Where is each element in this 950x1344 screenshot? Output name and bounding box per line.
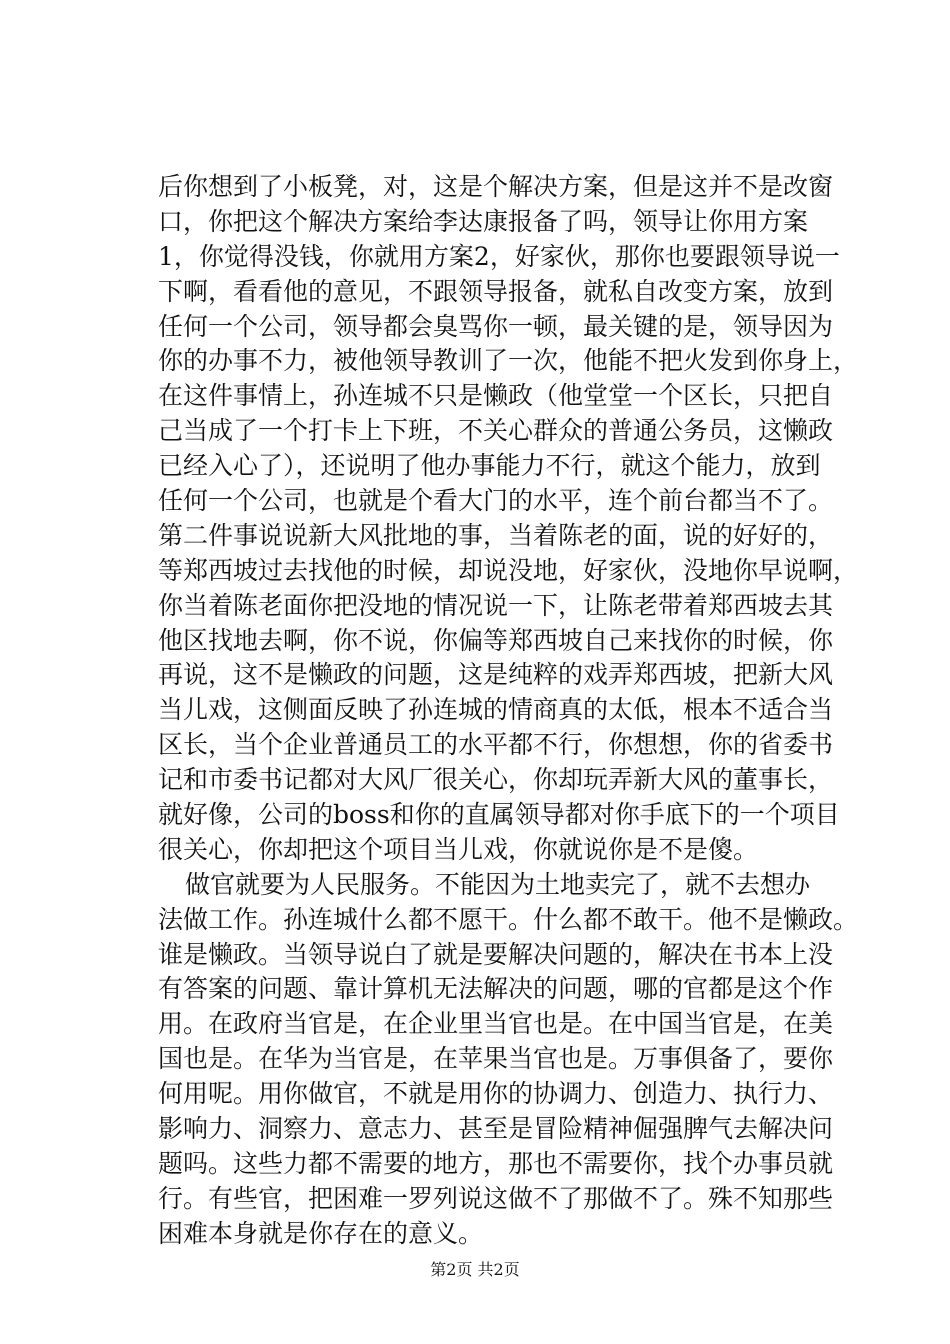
text-line: 困难本身就是你存在的意义。 bbox=[158, 1218, 484, 1248]
paragraph-1 bbox=[158, 170, 858, 868]
page-number-footer: 第2页 共2页 bbox=[430, 1260, 520, 1279]
text-line: 已经入心了），还说明了他办事能力不行，就这个能力，放到 bbox=[158, 451, 821, 481]
text-line: 行。有些官，把困难一罗列说这做不了那做不了。殊不知那些 bbox=[158, 1183, 834, 1213]
text-line: 1，你觉得没钱，你就用方案2，好家伙，那你也要跟领导说一 bbox=[158, 241, 840, 271]
text-line: 影响力、洞察力、意志力、甚至是冒险精神倔强脾气去解决问 bbox=[158, 1114, 834, 1144]
body-text bbox=[158, 170, 858, 1252]
text-line: 何用呢。用你做官，不就是用你的协调力、创造力、执行力、 bbox=[158, 1079, 834, 1109]
text-line: 谁是懒政。当领导说白了就是要解决问题的，解决在书本上没 bbox=[158, 939, 834, 969]
text-line: 口，你把这个解决方案给李达康报备了吗，领导让你用方案 bbox=[158, 206, 809, 236]
text-line: 就好像，公司的boss和你的直属领导都对你手底下的一个项目 bbox=[158, 800, 840, 830]
text-line: 再说，这不是懒政的问题，这是纯粹的戏弄郑西坡，把新大风 bbox=[158, 660, 834, 690]
text-line: 任何一个公司，也就是个看大门的水平，连个前台都当不了。 bbox=[158, 486, 834, 516]
text-line: 有答案的问题、靠计算机无法解决的问题，哪的官都是这个作 bbox=[158, 974, 834, 1004]
text-line: 他区找地去啊，你不说，你偏等郑西坡自己来找你的时候，你 bbox=[158, 625, 834, 655]
text-line: 任何一个公司，领导都会臭骂你一顿，最关键的是，领导因为 bbox=[158, 311, 834, 341]
text-line: 后你想到了小板凳，对，这是个解决方案，但是这并不是改窗 bbox=[158, 172, 834, 201]
text-line: 做官就要为人民服务。不能因为土地卖完了，就不去想办 bbox=[185, 869, 811, 899]
paragraph-2 bbox=[158, 868, 858, 1252]
text-line: 在这件事情上，孙连城不只是懒政（他堂堂一个区长，只把自 bbox=[158, 381, 834, 411]
text-line: 等郑西坡过去找他的时候，却说没地，好家伙，没地你早说啊， bbox=[158, 555, 859, 585]
text-line: 下啊，看看他的意见，不跟领导报备，就私自改变方案，放到 bbox=[158, 276, 834, 306]
text-line: 国也是。在华为当官是，在苹果当官也是。万事俱备了，要你 bbox=[158, 1044, 834, 1074]
text-line: 己当成了一个打卡上下班，不关心群众的普通公务员，这懒政 bbox=[158, 416, 834, 446]
text-line: 区长，当个企业普通员工的水平都不行，你想想，你的省委书 bbox=[158, 730, 834, 760]
text-line: 很关心，你却把这个项目当儿戏，你就说你是不是傻。 bbox=[158, 834, 759, 864]
text-line: 你的办事不力，被他领导教训了一次，他能不把火发到你身上， bbox=[158, 346, 859, 376]
text-line: 记和市委书记都对大风厂很关心，你却玩弄新大风的董事长， bbox=[158, 765, 834, 795]
text-line: 你当着陈老面你把没地的情况说一下，让陈老带着郑西坡去其 bbox=[158, 590, 834, 620]
text-line: 题吗。这些力都不需要的地方，那也不需要你，找个办事员就 bbox=[158, 1148, 834, 1178]
text-line: 第二件事说说新大风批地的事，当着陈老的面，说的好好的， bbox=[158, 520, 834, 550]
text-line: 当儿戏，这侧面反映了孙连城的情商真的太低，根本不适合当 bbox=[158, 695, 834, 725]
text-line: 用。在政府当官是，在企业里当官也是。在中国当官是，在美 bbox=[158, 1009, 834, 1039]
text-line: 法做工作。孙连城什么都不愿干。什么都不敢干。他不是懒政。 bbox=[158, 904, 859, 934]
